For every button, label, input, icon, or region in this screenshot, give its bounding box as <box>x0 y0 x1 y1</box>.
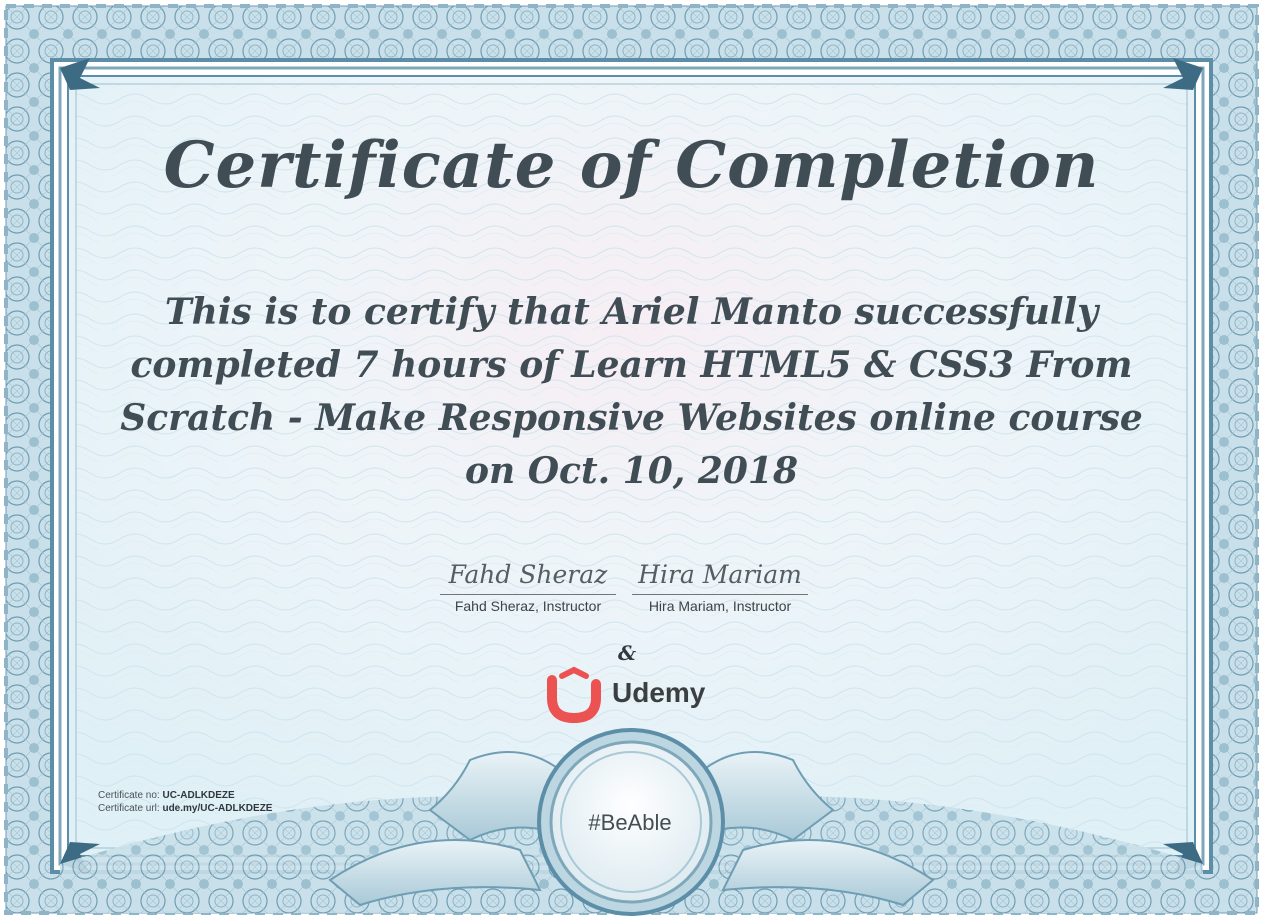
signature-caption-fahd: Fahd Sheraz, Instructor <box>454 598 602 614</box>
udemy-wordmark: Udemy <box>612 677 706 708</box>
certificate-meta <box>98 789 272 815</box>
certificate-url-value[interactable]: ude.my/UC-ADLKDEZE <box>162 803 273 814</box>
signature-block-hira <box>632 552 808 614</box>
certificate-no-value: UC-ADLKDEZE <box>162 790 235 801</box>
certificate-no-row <box>98 789 272 802</box>
signature-fahd: Fahd Sheraz <box>440 552 616 595</box>
seal-hashtag: #BeAble <box>588 810 672 835</box>
certificate-url-label: Certificate url: <box>98 803 160 814</box>
signature-block-fahd <box>440 552 616 614</box>
certificate-no-label: Certificate no: <box>98 790 160 801</box>
certificate-body <box>90 286 1173 498</box>
certificate-url-row <box>98 802 272 815</box>
body-line: This is to certify that Ariel Manto successfully <box>164 291 1099 333</box>
ampersand: & <box>617 641 637 665</box>
body-line: completed 7 hours of Learn HTML5 & CSS3 From <box>130 344 1133 386</box>
udemy-logo <box>540 664 720 724</box>
signature-hira: Hira Mariam <box>632 552 808 595</box>
certificate-title: Certificate of Completion <box>163 128 1100 203</box>
signature-caption-hira: Hira Mariam, Instructor <box>648 598 792 614</box>
body-line: Scratch - Make Responsive Websites online course <box>120 397 1143 439</box>
body-line: on Oct. 10, 2018 <box>464 450 799 492</box>
